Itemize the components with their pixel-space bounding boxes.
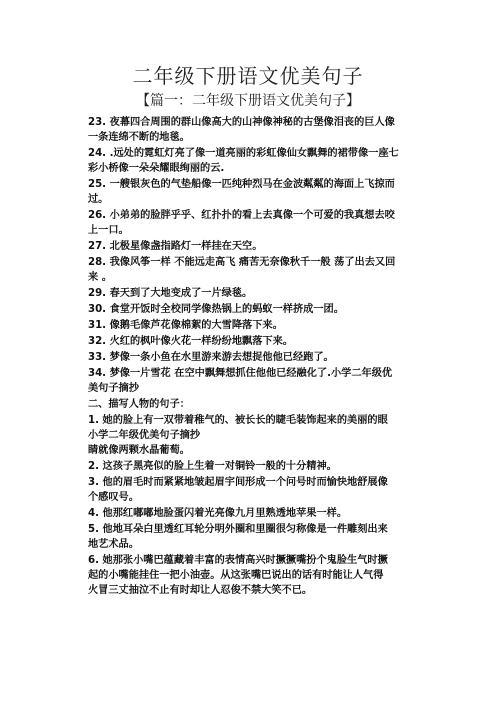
text-line: 5. 他地耳朵白里透红耳轮分明外圈和里圈很匀称像是一件雕刻出来 [88, 524, 388, 535]
text-line: 27. 北极星像盏指路灯一样挂在天空。 [88, 241, 263, 252]
document-body [88, 115, 410, 598]
text-line: 起的小嘴能挂住一把小油壶。从这张嘴巴说出的话有时能让人气得 [88, 570, 384, 581]
text-line: 小学二年级优美句子摘抄 [88, 430, 201, 441]
text-line: 29. 春天到了大地变成了一片绿毯。 [88, 288, 253, 299]
text-line: 31. 像鹅毛像芦花像棉絮的大雪降落下来。 [88, 320, 283, 331]
text-line: 睛就像两颗水晶葡萄。 [88, 445, 190, 456]
text-line: 过。 [88, 194, 109, 205]
text-line: 美句子摘抄 [88, 383, 139, 394]
text-line: 1. 她的脸上有一双带着稚气的、被长长的睫毛装饰起来的美丽的眼 [88, 415, 388, 426]
text-line: 火冒三丈抽泣不止有时却让人忍俊不禁大笑不已。 [88, 585, 313, 596]
text-line: 个感叹号。 [88, 492, 139, 503]
text-line: 上一口。 [88, 225, 129, 236]
text-line: 28. 我像风筝一样 不能远走高飞 痛苦无奈像秋千一般 荡了出去又回 [88, 257, 396, 268]
text-line: 二、描写人物的句子： [88, 399, 190, 410]
text-line: 26. 小弟弟的脸胖乎乎、红扑扑的看上去真像一个可爱的我真想去咬 [88, 210, 395, 221]
text-line: 地艺术品。 [88, 539, 139, 550]
text-line: 32. 火红的枫叶像火花一样纷纷地飘落下来。 [88, 336, 293, 347]
document-title: 二年级下册语文优美句子 [132, 64, 364, 88]
text-line: 25. 一艘银灰色的气垫船像一匹纯种烈马在金波粼粼的海面上飞掠而 [88, 179, 395, 190]
text-line: 彩小桥像一朵朵耀眼绚丽的云. [88, 163, 225, 174]
text-line: 4. 他那红嘟嘟地脸蛋闪着光亮像九月里熟透地苹果一样。 [88, 508, 348, 519]
text-line: 24. .远处的霓虹灯亮了像一道亮丽的彩虹像仙女飘舞的裙带像一座七 [88, 148, 399, 159]
text-line: 一条连绵不断的地毯。 [88, 132, 190, 143]
text-line: 3. 他的眉毛时而紧紧地皱起眉宇间形成一个问号时而愉快地舒展像 [88, 477, 388, 488]
text-line: 23. 夜幕四合周围的群山像高大的山神像神秘的古堡像泪丧的巨人像 [88, 117, 395, 128]
text-line: 34. 梦像一片雪花 在空中飘舞想抓住他他已经融化了.小学二年级优 [88, 368, 393, 379]
text-line: 来 。 [88, 272, 112, 283]
document-subtitle: 【篇一：二年级下册语文优美句子】 [136, 93, 360, 109]
text-line: 2. 这孩子黑亮似的脸上生着一对铜铃一般的十分精神。 [88, 461, 337, 472]
text-line: 33. 梦像一条小鱼在水里游来游去想捉他他已经跑了。 [88, 352, 334, 363]
text-line: 30. 食堂开饭时全校同学像热锅上的蚂蚁一样挤成一团。 [88, 304, 344, 315]
text-line: 6. 她那张小嘴巴蕴藏着丰富的表情高兴时撅撅嘴扮个鬼脸生气时撅 [88, 555, 388, 566]
